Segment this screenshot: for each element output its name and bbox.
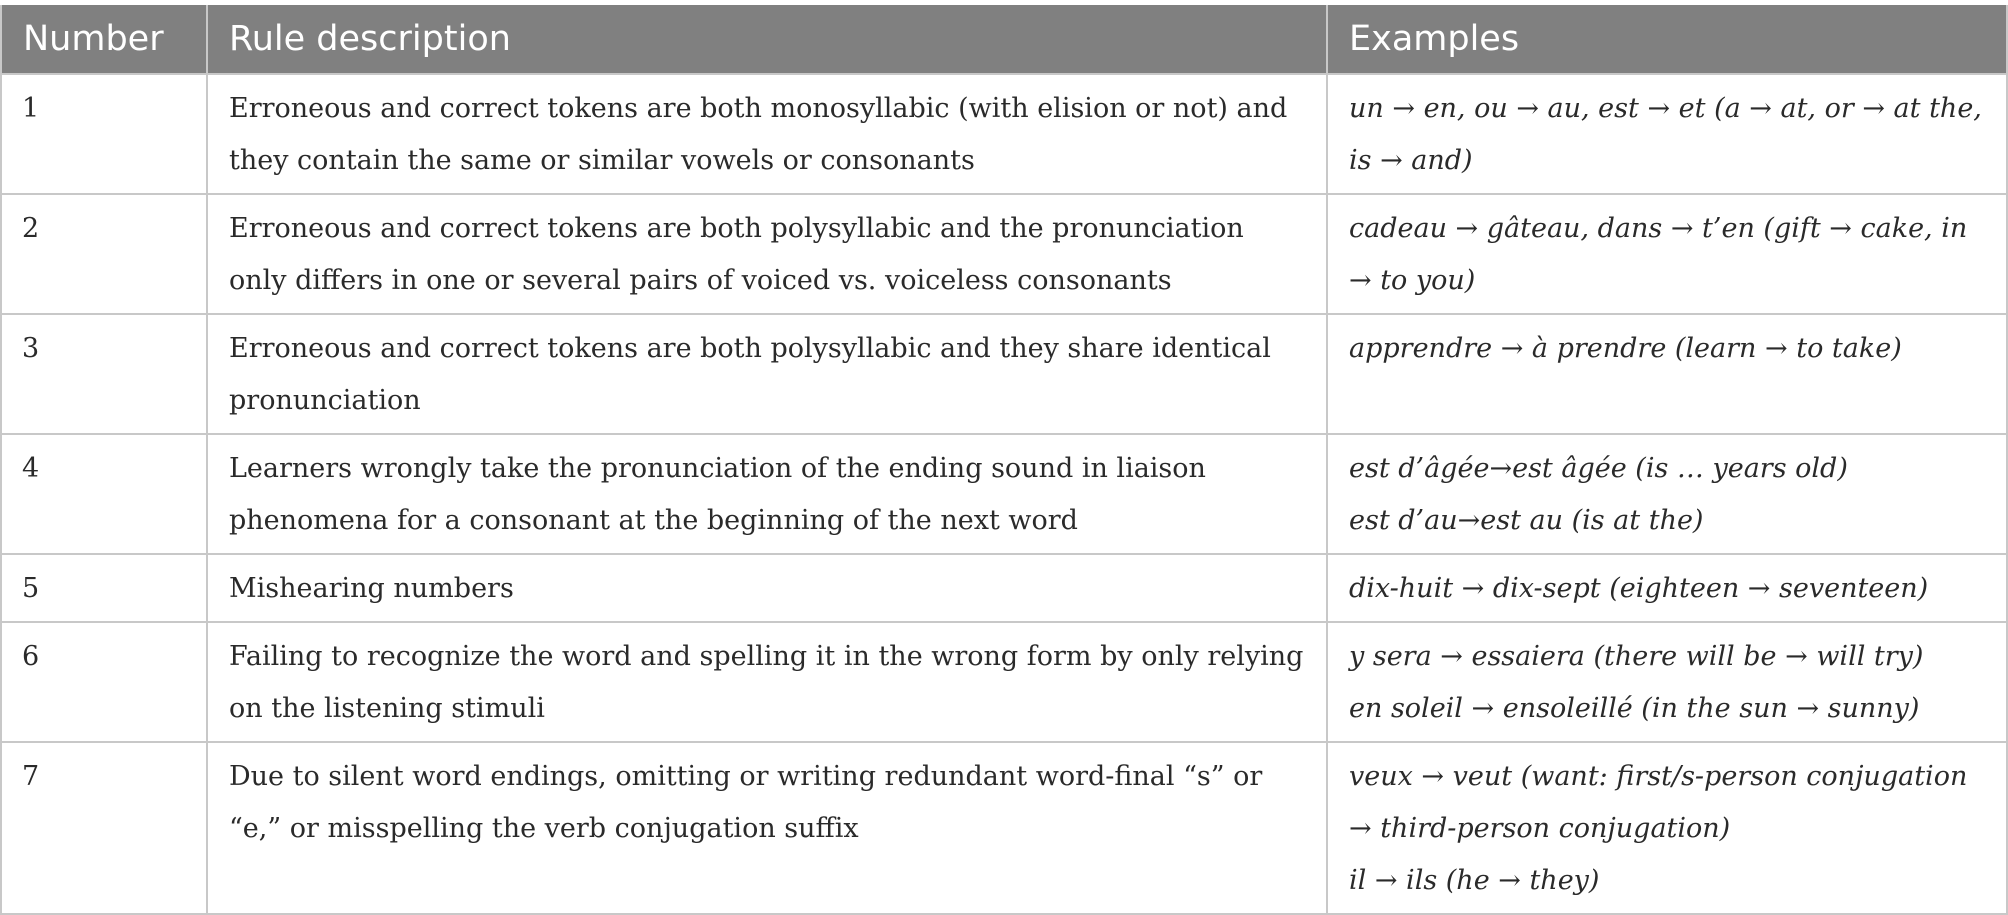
row-rule-description: Due to silent word endings, omitting or writing redundant word-final “s” or “e,” or misspelling the verb conjugation suffix: [207, 742, 1327, 914]
header-examples: Examples: [1327, 5, 2007, 74]
example-line: apprendre → à prendre (learn → to take): [1349, 333, 1902, 364]
row-rule-description: Erroneous and correct tokens are both polysyllabic and the pronunciation only differs in one or several pairs of voiced vs. voiceless consonants: [207, 194, 1327, 314]
row-examples: [1327, 194, 2007, 314]
header-rule-description: Rule description: [207, 5, 1327, 74]
table-row: [1, 194, 2007, 314]
example-line: il → ils (he → they): [1349, 865, 1600, 896]
example-line: dix-huit → dix-sept (eighteen → seventeen): [1349, 573, 1929, 604]
row-examples: [1327, 314, 2007, 434]
header-row: [1, 5, 2007, 74]
table-row: [1, 314, 2007, 434]
rules-table: [0, 5, 2008, 915]
example-line: veux → veut (want: first/s-person conjugation → third-person conjugation): [1349, 761, 1968, 844]
row-rule-description: Mishearing numbers: [207, 554, 1327, 622]
row-rule-description: Failing to recognize the word and spelling it in the wrong form by only relying on the listening stimuli: [207, 622, 1327, 742]
table-row: [1, 434, 2007, 554]
table-row: [1, 622, 2007, 742]
row-rule-description: Erroneous and correct tokens are both monosyllabic (with elision or not) and they contain the same or similar vowels or consonants: [207, 74, 1327, 194]
table-header: [1, 5, 2007, 74]
table-row: [1, 554, 2007, 622]
example-line: cadeau → gâteau, dans → t’en (gift → cake, in → to you): [1349, 213, 1968, 296]
example-line: en soleil → ensoleillé (in the sun → sunny): [1349, 693, 1920, 724]
row-examples: [1327, 742, 2007, 914]
header-number: Number: [1, 5, 207, 74]
example-line: est d’au→est au (is at the): [1349, 505, 1704, 536]
row-examples: [1327, 622, 2007, 742]
example-line: est d’âgée→est âgée (is … years old): [1349, 453, 1848, 484]
row-number: 7: [1, 742, 207, 914]
row-number: 4: [1, 434, 207, 554]
table-row: [1, 74, 2007, 194]
table-body: [1, 74, 2007, 914]
row-number: 1: [1, 74, 207, 194]
row-examples: [1327, 74, 2007, 194]
row-number: 3: [1, 314, 207, 434]
row-examples: [1327, 434, 2007, 554]
example-line: y sera → essaiera (there will be → will try): [1349, 641, 1924, 672]
row-rule-description: Learners wrongly take the pronunciation of the ending sound in liaison phenomena for a consonant at the beginning of the next word: [207, 434, 1327, 554]
row-number: 6: [1, 622, 207, 742]
row-number: 5: [1, 554, 207, 622]
rules-table-container: [0, 5, 2006, 915]
example-line: un → en, ou → au, est → et (a → at, or → at the, is → and): [1349, 93, 1982, 176]
row-number: 2: [1, 194, 207, 314]
row-examples: [1327, 554, 2007, 622]
row-rule-description: Erroneous and correct tokens are both polysyllabic and they share identical pronunciation: [207, 314, 1327, 434]
table-row: [1, 742, 2007, 914]
